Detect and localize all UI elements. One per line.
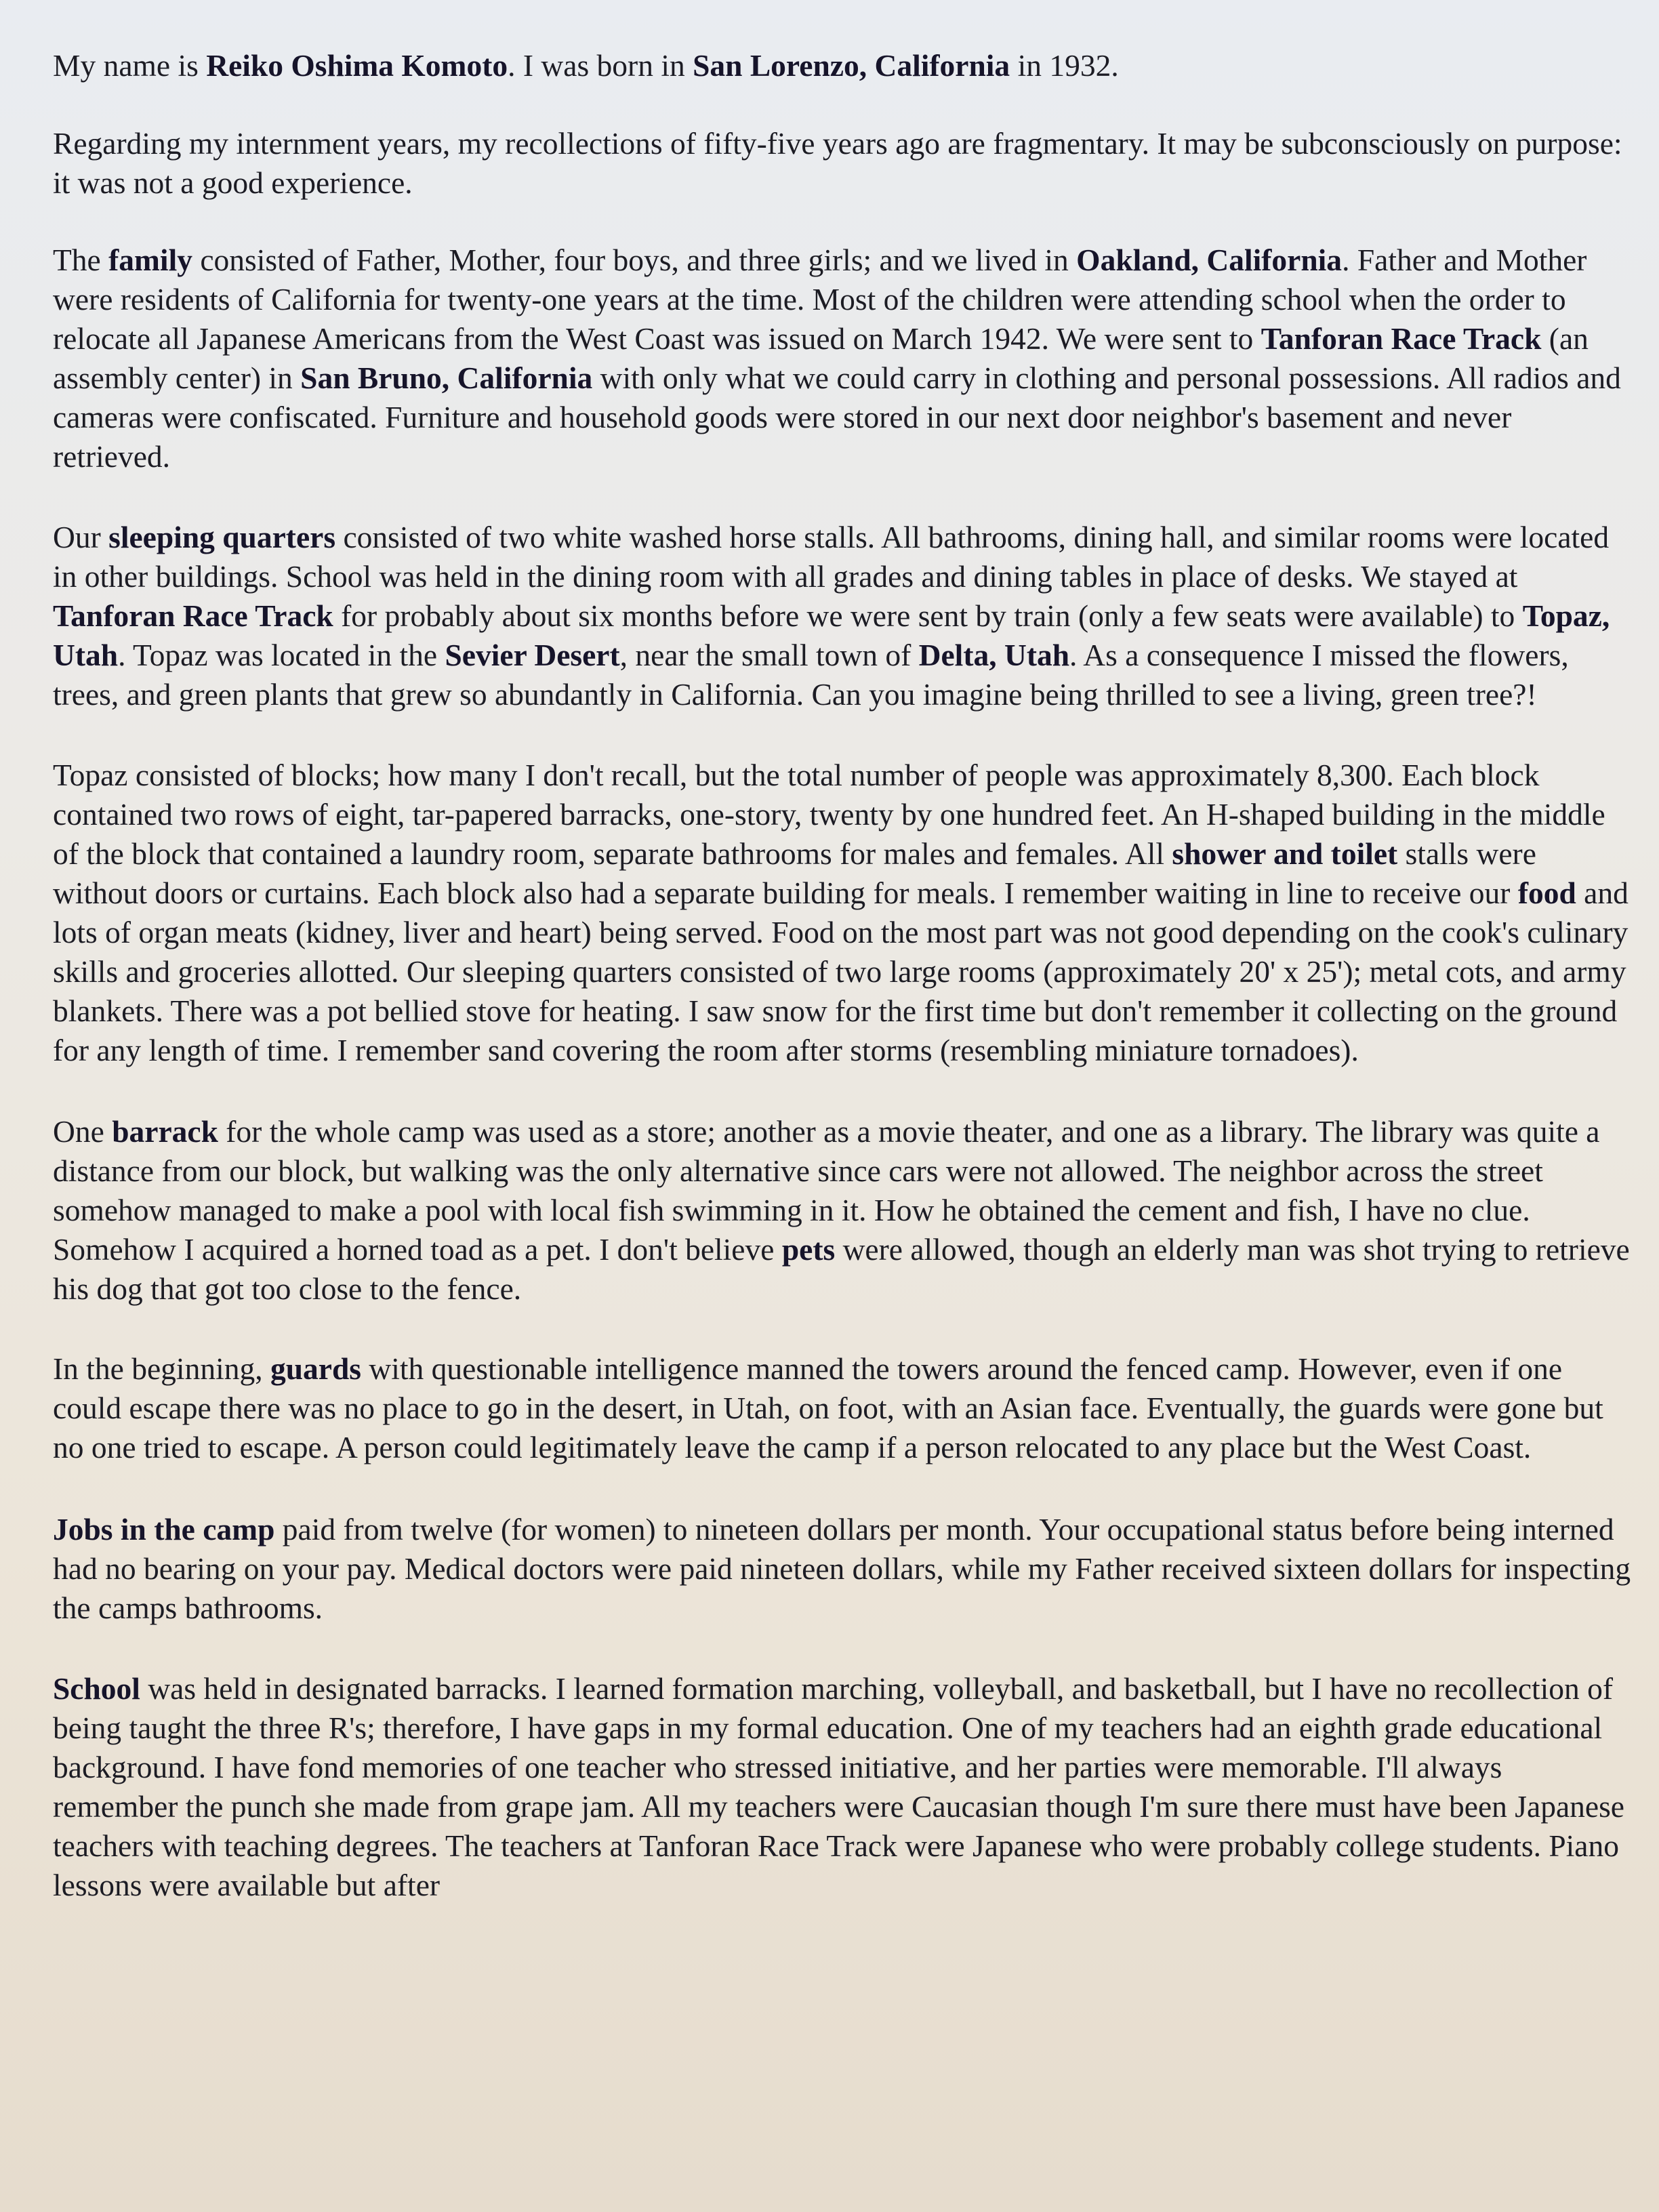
- bold-birthplace: San Lorenzo, California: [693, 48, 1010, 83]
- text-span: . Topaz was located in the: [118, 638, 445, 672]
- text-span: with questionable intelligence manned the towers around the fenced camp. However, even if one could escape there was no place to go in the desert, in Utah, on foot, with an Asian face. Eventually, the guards were gone but no one tried to escape. A person could legitimately leave the camp if a person relocated to any place but the West Coast.: [53, 1351, 1603, 1465]
- bold-keyword: School: [53, 1671, 140, 1706]
- text-span: My name is: [53, 48, 207, 83]
- text-span: consisted of two white washed horse stalls. All bathrooms, dining hall, and similar rooms were located in other buildings. School was held in the dining room with all grades and dining tables in place of desks. We stayed at: [53, 520, 1610, 594]
- paragraph-family: [53, 241, 1632, 476]
- text-span: paid from twelve (for women) to nineteen dollars per month. Your occupational status before being interned had no bearing on your pay. Medical doctors were paid nineteen dollars, while my Father received sixteen dollars for inspecting the camps bathrooms.: [53, 1512, 1631, 1625]
- paragraph-intro: [53, 46, 1632, 85]
- text-span: . Father and Mother were residents of California for twenty-one years at the time. Most of the children were attending school when the order to relocate all Japanese Americans from the West Coast was issued on March 1942. We were sent to: [53, 243, 1587, 356]
- paragraph-sleeping-quarters: [53, 518, 1632, 714]
- bold-place: Topaz, Utah: [53, 598, 1610, 672]
- paragraph-school: [53, 1669, 1632, 1905]
- bold-keyword: shower and toilet: [1172, 836, 1398, 871]
- bold-place: Delta, Utah: [918, 638, 1070, 672]
- text-span: in 1932.: [1010, 48, 1119, 83]
- text-span: Regarding my internment years, my recollections of fifty-five years ago are fragmentary. It may be subconsciously on purpose: it was not a good experience.: [53, 126, 1622, 200]
- bold-place: San Bruno, California: [300, 361, 593, 395]
- text-span: The: [53, 243, 109, 277]
- text-span: . As a consequence I missed the flowers, trees, and green plants that grew so abundantly in California. Can you imagine being thrilled to see a living, green tree?!: [53, 638, 1569, 712]
- text-span: Topaz consisted of blocks; how many I don't recall, but the total number of people was approximately 8,300. Each block contained two rows of eight, tar-papered barracks, one-story, twenty by one hundred feet. An H-shaped building in the middle of the block that contained a laundry room, separate bathrooms for males and females. All: [53, 758, 1605, 871]
- text-span: and lots of organ meats (kidney, liver and heart) being served. Food on the most part was not good depending on the cook's culinary skills and groceries allotted. Our sleeping quarters consisted of two large rooms (approximately 20' x 25'); metal cots, and army blankets. There was a pot bellied stove for heating. I saw snow for the first time but don't remember it collecting on the ground for any length of time. I remember sand covering the room after storms (resembling miniature tornadoes).: [53, 876, 1629, 1067]
- bold-place: Sevier Desert: [445, 638, 620, 672]
- text-span: was held in designated barracks. I learned formation marching, volleyball, and basketball, but I have no recollection of being taught the three R's; therefore, I have gaps in my formal education. One of my teachers had an eighth grade educational background. I have fond memories of one teacher who stressed initiative, and her parties were memorable. I'll always remember the punch she made from grape jam. All my teachers were Caucasian though I'm sure there must have been Japanese teachers with teaching degrees. The teachers at Tanforan Race Track were Japanese who were probably college students. Piano lessons were available but after: [53, 1671, 1624, 1902]
- paragraph-recollections: [53, 124, 1632, 203]
- paragraph-jobs: [53, 1510, 1632, 1628]
- paragraph-guards: [53, 1349, 1632, 1467]
- text-span: with only what we could carry in clothing and personal possessions. All radios and cameras were confiscated. Furniture and household goods were stored in our next door neighbor's basement and never retrieved.: [53, 361, 1621, 474]
- text-span: . I was born in: [508, 48, 693, 83]
- bold-place: Tanforan Race Track: [53, 598, 333, 633]
- text-span: Our: [53, 520, 109, 554]
- text-span: were allowed, though an elderly man was shot trying to retrieve his dog that got too close to the fence.: [53, 1232, 1630, 1306]
- bold-keyword: barrack: [112, 1114, 218, 1149]
- bold-place: Tanforan Race Track: [1261, 321, 1542, 356]
- bold-name: Reiko Oshima Komoto: [206, 48, 508, 83]
- text-span: for the whole camp was used as a store; another as a movie theater, and one as a library. The library was quite a distance from our block, but walking was the only alternative since cars were not allowed. The neighbor across the street somehow managed to make a pool with local fish swimming in it. How he obtained the cement and fish, I have no clue. Somehow I acquired a horned toad as a pet. I don't believe: [53, 1114, 1600, 1267]
- bold-keyword: sleeping quarters: [108, 520, 336, 554]
- bold-keyword: Jobs in the camp: [53, 1512, 275, 1547]
- text-span: stalls were without doors or curtains. Each block also had a separate building for meals. I remember waiting in line to receive our: [53, 836, 1536, 910]
- text-span: for probably about six months before we were sent by train (only a few seats were available) to: [333, 598, 1523, 633]
- bold-keyword: pets: [781, 1232, 836, 1267]
- bold-keyword: family: [108, 243, 192, 277]
- bold-keyword: food: [1517, 876, 1576, 910]
- text-span: In the beginning,: [53, 1351, 270, 1386]
- paragraph-barrack: [53, 1112, 1632, 1309]
- bold-keyword: guards: [270, 1351, 361, 1386]
- text-span: , near the small town of: [619, 638, 919, 672]
- paragraph-topaz-blocks: [53, 756, 1632, 1070]
- text-span: One: [53, 1114, 112, 1149]
- text-span: consisted of Father, Mother, four boys, and three girls; and we lived in: [192, 243, 1077, 277]
- text-span: (an assembly center) in: [53, 321, 1589, 395]
- bold-place: Oakland, California: [1076, 243, 1343, 277]
